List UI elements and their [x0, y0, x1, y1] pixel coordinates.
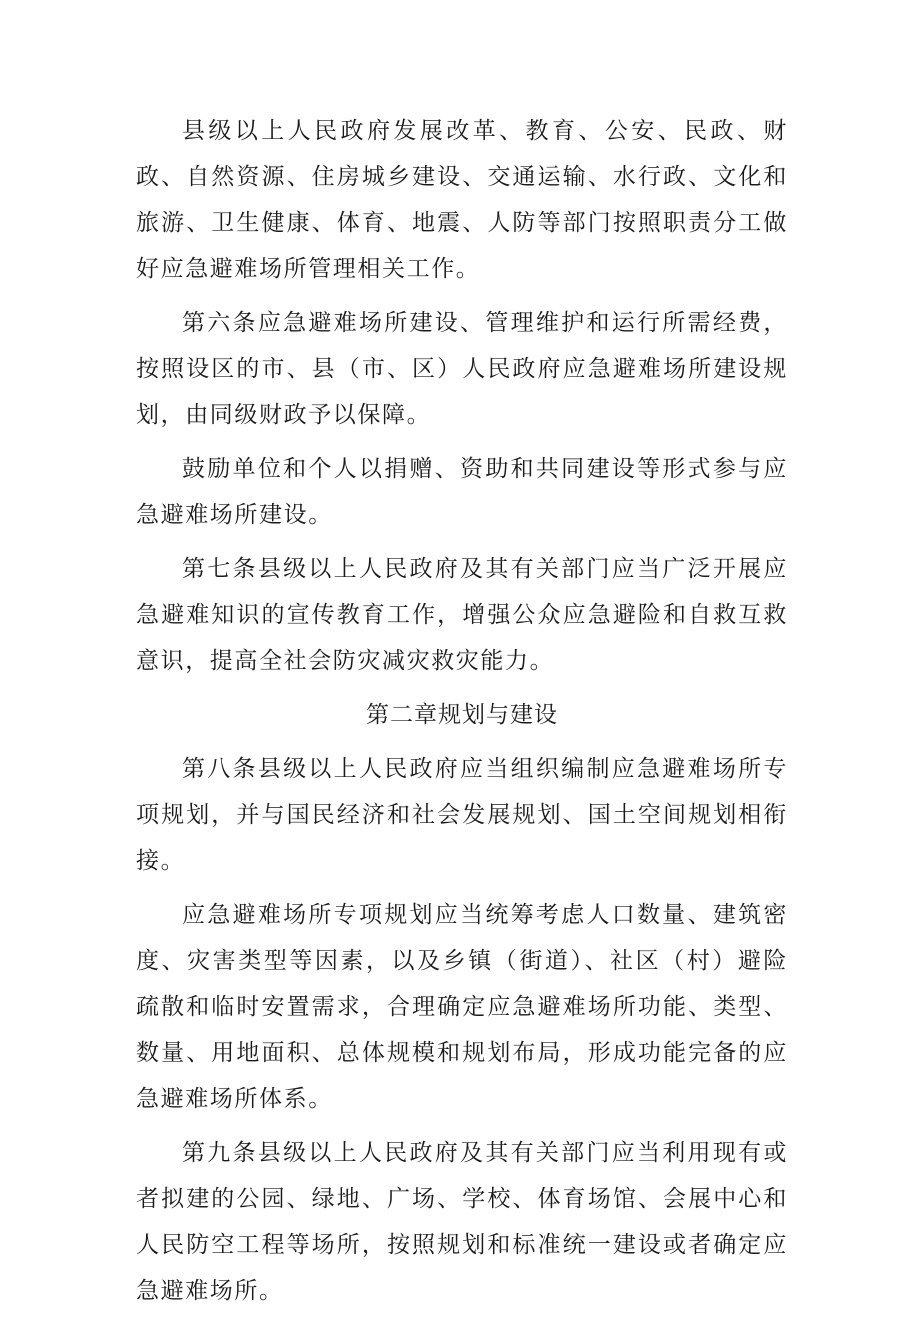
document-body: [136, 108, 788, 1322]
paragraph-article-7: 第七条县级以上人民政府及其有关部门应当广泛开展应急避难知识的宣传教育工作，增强公众应急避险和自救互救意识，提高全社会防灾减灾救灾能力。: [136, 556, 788, 674]
paragraph-article-8: 第八条县级以上人民政府应当组织编制应急避难场所专项规划，并与国民经济和社会发展规划、国土空间规划相衔接。: [136, 756, 788, 874]
paragraph-special-plan: 应急避难场所专项规划应当统筹考虑人口数量、建筑密度、灾害类型等因素，以及乡镇（街道）、社区（村）避险疏散和临时安置需求，合理确定应急避难场所功能、类型、数量、用地面积、总体规模和规划布局，形成功能完备的应急避难场所体系。: [136, 902, 788, 1112]
paragraph-article-9: 第九条县级以上人民政府及其有关部门应当利用现有或者拟建的公园、绿地、广场、学校、体育场馆、会展中心和人民防空工程等场所，按照规划和标准统一建设或者确定应急避难场所。: [136, 1140, 788, 1304]
chapter-heading: 第二章规划与建设: [366, 702, 558, 728]
paragraph-article-6: 第六条应急避难场所建设、管理维护和运行所需经费，按照设区的市、县（市、区）人民政府应急避难场所建设规划，由同级财政予以保障。: [136, 310, 788, 428]
paragraph-encourage-donation: 鼓励单位和个人以捐赠、资助和共同建设等形式参与应急避难场所建设。: [136, 456, 788, 528]
paragraph-department-duties: 县级以上人民政府发展改革、教育、公安、民政、财政、自然资源、住房城乡建设、交通运输、水行政、文化和旅游、卫生健康、体育、地震、人防等部门按照职责分工做好应急避难场所管理相关工作。: [136, 118, 788, 282]
